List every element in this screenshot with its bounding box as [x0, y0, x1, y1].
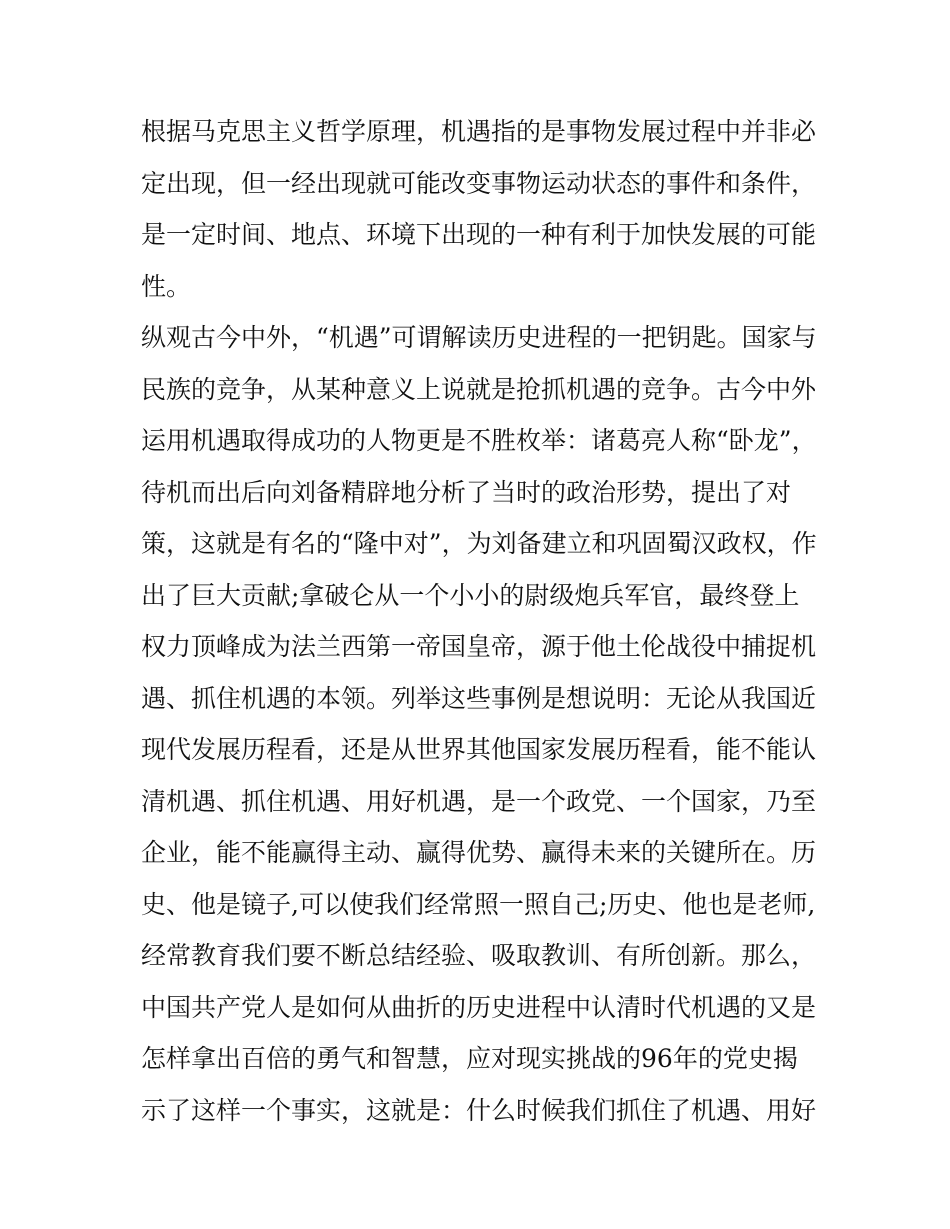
text-line: 经常教育我们要不断总结经验、吸取教训、有所创新。那么，	[141, 941, 817, 970]
text-line: 是一定时间、地点、环境下出现的一种有利于加快发展的可能	[141, 220, 817, 249]
text-line: 性。	[141, 271, 192, 301]
text-line: 怎样拿出百倍的勇气和智慧，应对现实挑战的96年的党史揭	[141, 1044, 798, 1073]
text-line: 民族的竞争，从某种意义上说就是抢抓机遇的竞争。古今中外	[141, 374, 817, 404]
text-line: 权力顶峰成为法兰西第一帝国皇帝，源于他土伦战役中捕捉机	[141, 632, 817, 661]
text-line: 根据马克思主义哲学原理，机遇指的是事物发展过程中并非必	[141, 117, 817, 146]
text-line: 待机而出后向刘备精辟地分析了当时的政治形势，提出了对	[141, 477, 792, 507]
text-line: 示了这样一个事实，这就是：什么时候我们抓住了机遇、用好	[141, 1095, 817, 1125]
text-line: 史、他是镜子,可以使我们经常照一照自己;历史、他也是老师,	[141, 889, 816, 919]
text-line: 定出现，但一经出现就可能改变事物运动状态的事件和条件，	[141, 168, 817, 198]
text-line: 清机遇、抓住机遇、用好机遇，是一个政党、一个国家，乃至	[141, 786, 817, 816]
text-line: 出了巨大贡献;拿破仑从一个小小的尉级炮兵军官，最终登上	[141, 580, 800, 610]
text-line: 运用机遇取得成功的人物更是不胜枚举：诸葛亮人称“卧龙”，	[141, 426, 817, 455]
body-text	[141, 106, 821, 1136]
text-line: 策，这就是有名的“隆中对”，为刘备建立和巩固蜀汉政权，作	[141, 529, 817, 558]
text-line: 遇、抓住机遇的本领。列举这些事例是想说明：无论从我国近	[141, 683, 817, 713]
text-line: 企业，能不能赢得主动、赢得优势、赢得未来的关键所在。历	[141, 838, 817, 867]
text-line: 纵观古今中外，“机遇”可谓解读历史进程的一把钥匙。国家与	[141, 323, 817, 352]
text-line: 中国共产党人是如何从曲折的历史进程中认清时代机遇的又是	[141, 992, 817, 1022]
text-line: 现代发展历程看，还是从世界其他国家发展历程看，能不能认	[141, 735, 817, 764]
